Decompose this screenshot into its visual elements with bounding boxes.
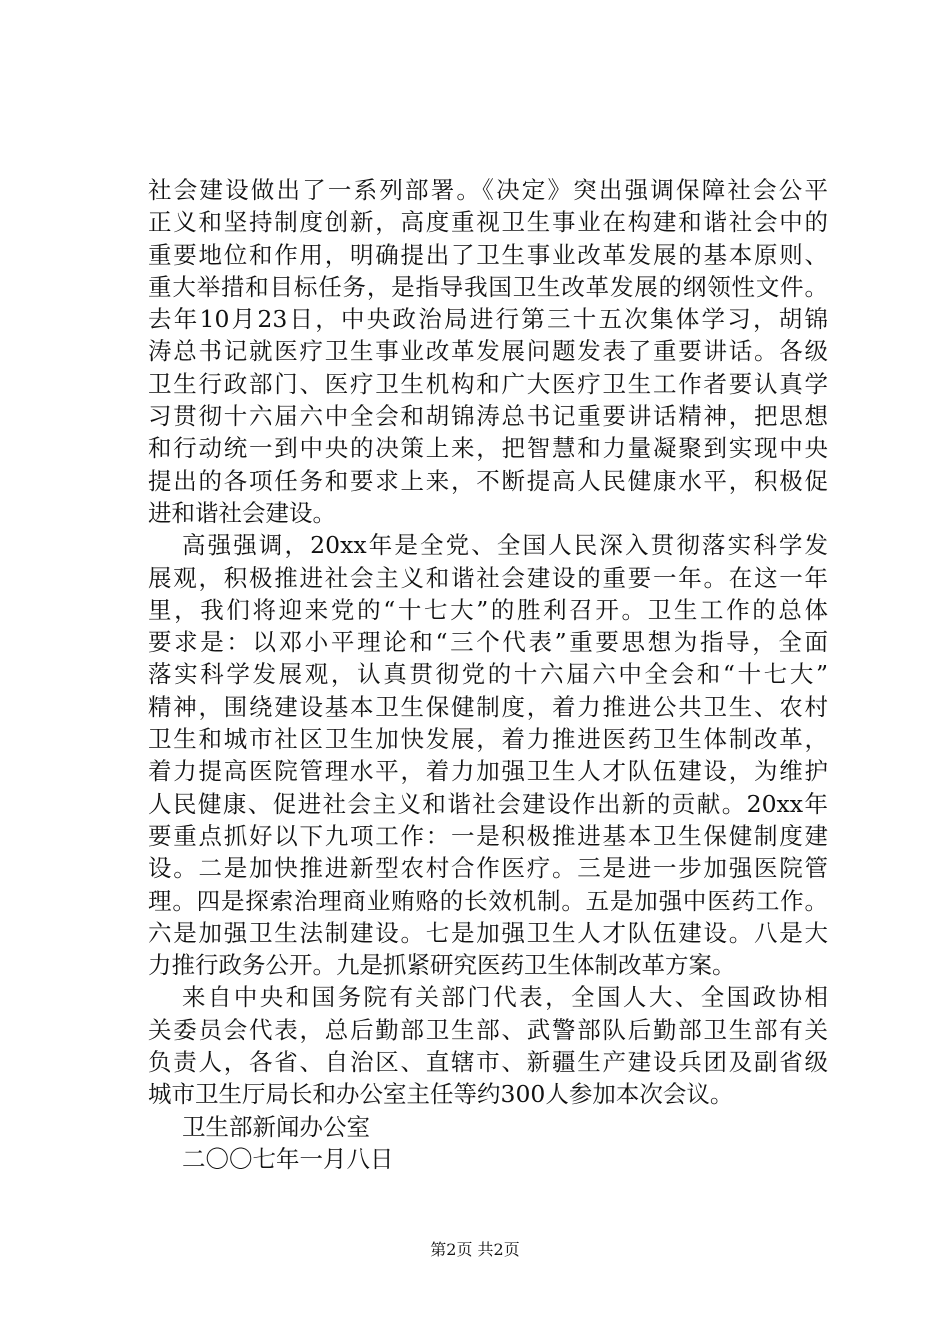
- text-line: 去年10月23日，中央政治局进行第三十五次集体学习，胡锦: [148, 305, 828, 334]
- text-line: 精神，围绕建设基本卫生保健制度，着力推进公共卫生、农村: [148, 692, 828, 721]
- text-line: 和行动统一到中央的决策上来，把智慧和力量凝聚到实现中央: [148, 434, 828, 463]
- signature-date: 二〇〇七年一月八日: [182, 1144, 394, 1173]
- text-line: 重要地位和作用，明确提出了卫生事业改革发展的基本原则、: [148, 240, 828, 269]
- text-line: 落实科学发展观，认真贯彻党的十六届六中全会和“十七大”: [148, 660, 828, 689]
- text-line: 城市卫生厅局长和办公室主任等约300人参加本次会议。: [148, 1080, 734, 1109]
- text-line: 关委员会代表，总后勤部卫生部、武警部队后勤部卫生部有关: [148, 1015, 828, 1044]
- text-line: 卫生和城市社区卫生加快发展，着力推进医药卫生体制改革，: [148, 725, 828, 754]
- text-line: 卫生行政部门、医疗卫生机构和广大医疗卫生工作者要认真学: [148, 369, 828, 398]
- text-line: 正义和坚持制度创新，高度重视卫生事业在构建和谐社会中的: [148, 208, 828, 237]
- page-footer: 第2页 共2页: [430, 1240, 520, 1259]
- text-line: 来自中央和国务院有关部门代表，全国人大、全国政协相: [182, 983, 828, 1012]
- text-line: 习贯彻十六届六中全会和胡锦涛总书记重要讲话精神，把思想: [148, 402, 828, 431]
- text-line: 设。二是加快推进新型农村合作医疗。三是进一步加强医院管: [148, 854, 828, 883]
- text-line: 提出的各项任务和要求上来，不断提高人民健康水平，积极促: [148, 466, 828, 495]
- text-line: 着力提高医院管理水平，着力加强卫生人才队伍建设，为维护: [148, 757, 828, 786]
- text-line: 高强强调，20xx年是全党、全国人民深入贯彻落实科学发: [182, 531, 828, 560]
- text-line: 人民健康、促进社会主义和谐社会建设作出新的贡献。20xx年: [148, 789, 828, 818]
- text-line: 展观，积极推进社会主义和谐社会建设的重要一年。在这一年: [148, 563, 828, 592]
- text-line: 重大举措和目标任务，是指导我国卫生改革发展的纲领性文件。: [148, 272, 828, 301]
- signature-org: 卫生部新闻办公室: [182, 1112, 370, 1141]
- text-line: 要重点抓好以下九项工作：一是积极推进基本卫生保健制度建: [148, 821, 828, 850]
- text-line: 理。四是探索治理商业贿赂的长效机制。五是加强中医药工作。: [148, 886, 828, 915]
- text-line: 要求是：以邓小平理论和“三个代表”重要思想为指导，全面: [148, 628, 828, 657]
- text-line: 负责人，各省、自治区、直辖市、新疆生产建设兵团及副省级: [148, 1048, 828, 1077]
- text-line: 里，我们将迎来党的“十七大”的胜利召开。卫生工作的总体: [148, 595, 828, 624]
- text-line: 力推行政务公开。九是抓紧研究医药卫生体制改革方案。: [148, 951, 736, 980]
- document-body: [148, 174, 828, 1175]
- text-line: 社会建设做出了一系列部署。《决定》突出强调保障社会公平: [148, 176, 828, 204]
- text-line: 涛总书记就医疗卫生事业改革发展问题发表了重要讲话。各级: [148, 337, 828, 366]
- text-line: 进和谐社会建设。: [148, 498, 336, 527]
- text-line: 六是加强卫生法制建设。七是加强卫生人才队伍建设。八是大: [148, 918, 828, 947]
